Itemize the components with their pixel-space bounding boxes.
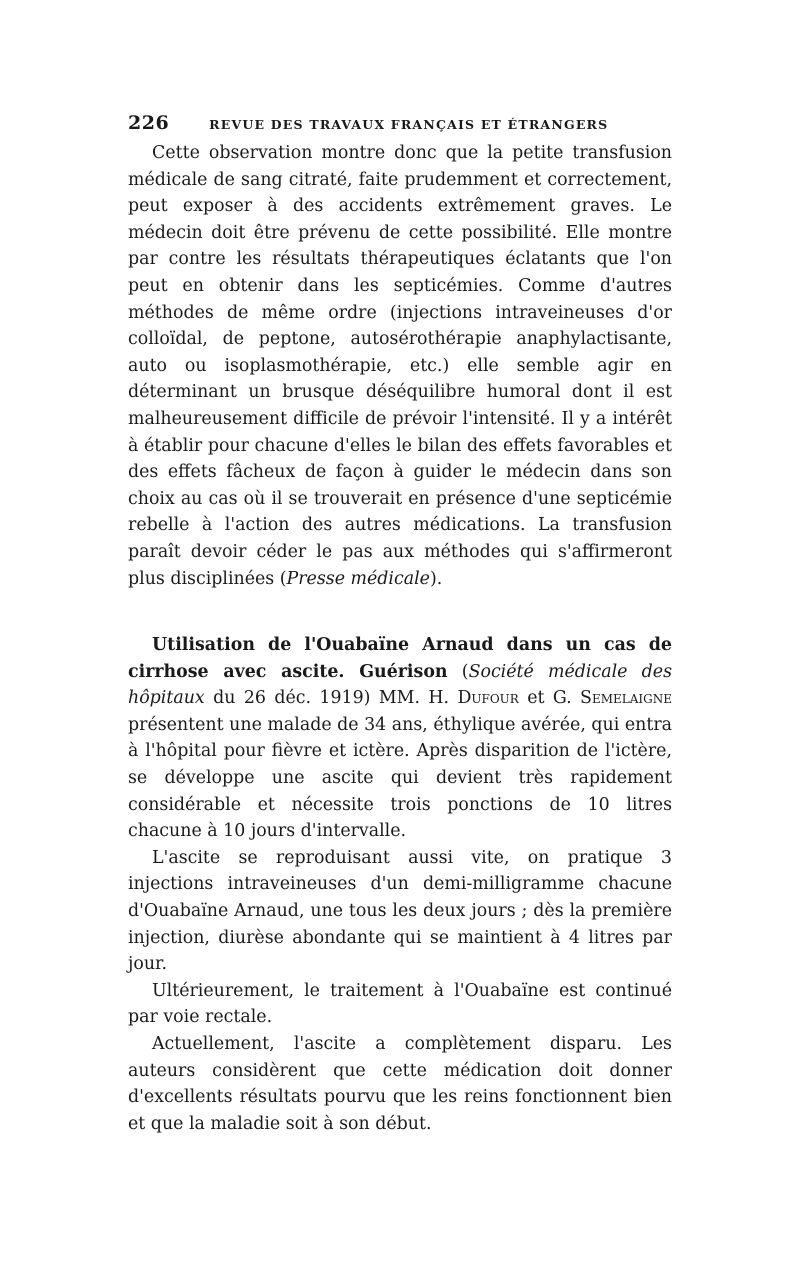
running-title: REVUE DES TRAVAUX FRANÇAIS ET ÉTRANGERS — [209, 117, 609, 132]
source-open: ( — [447, 661, 469, 682]
source-citation: Presse médicale — [286, 568, 430, 589]
section-spacer — [128, 592, 672, 632]
article-title: Utilisation de l'Ouabaïne Arnaud dans un cas de cirrhose avec ascite. Guérison — [128, 635, 672, 682]
author-name: Semelaigne — [580, 688, 672, 709]
paragraph-rectal: Ultérieurement, le traitement à l'Ouabaïne est continué par voie rectale. — [128, 980, 672, 1028]
paragraph-result: Actuellement, l'ascite a complètement disparu. Les auteurs considèrent que cette médication doit donner d'excellents résultats pourvu que les reins fonctionnent bien et que la maladie soit à son début. — [128, 1034, 672, 1134]
paragraph-text: présentent une malade de 34 ans, éthylique avérée, qui entra à l'hôpital pour fièvre et ictère. Après disparition de l'ictère, se développe une ascite qui devient très rapidement considérable et nécessite trois ponctions de 10 litres chacune à 10 jours d'intervalle. — [128, 714, 672, 842]
paragraph-injections: L'ascite se reproduisant aussi vite, on pratique 3 injections intraveineuses d'un demi-milligramme chacune d'Ouabaïne Arnaud, une tous les deux jours ; dès la première injection, diurèse abondante qui se maintient à 4 litres par jour. — [128, 847, 672, 975]
page — [128, 112, 672, 1137]
author-name: Dufour — [457, 688, 519, 709]
paragraph-transfusion-conclusion — [128, 140, 672, 592]
source-citation: Société médicale des hôpitaux — [128, 661, 672, 709]
paragraph-end: ). — [429, 568, 443, 589]
paragraph-text: Cette observation montre donc que la petite transfusion médicale de sang citraté, faite prudemment et correctement, peut exposer à des accidents extrêmement graves. Le médecin doit être prévenu de cette possibilité. Elle montre par contre les résultats thérapeutiques éclatants que l'on peut en obtenir dans les septicémies. Comme d'autres méthodes de même ordre (injections intraveineuses d'or colloïdal, de peptone, autosérothérapie anaphylactisante, auto ou isoplasmothérapie, etc.) elle semble agir en déterminant un brusque déséquilibre humoral dont il est malheureusement difficile de prévoir l'intensité. Il y a intérêt à établir pour chacune d'elles le bilan des effets favorables et des effets fâcheux de façon à guider le médecin dans son choix au cas où il se trouverait en présence d'une septicémie rebelle à l'action des autres médications. La transfusion paraît devoir céder le pas aux méthodes qui s'affirmeront plus disciplinées ( — [128, 143, 672, 589]
conjunction: et G. — [518, 688, 581, 709]
page-number: 226 — [128, 112, 170, 134]
running-header — [128, 112, 672, 134]
paragraph-ouabaine-intro — [128, 632, 672, 845]
source-rest: du 26 déc. 1919) MM. H. — [204, 688, 458, 709]
